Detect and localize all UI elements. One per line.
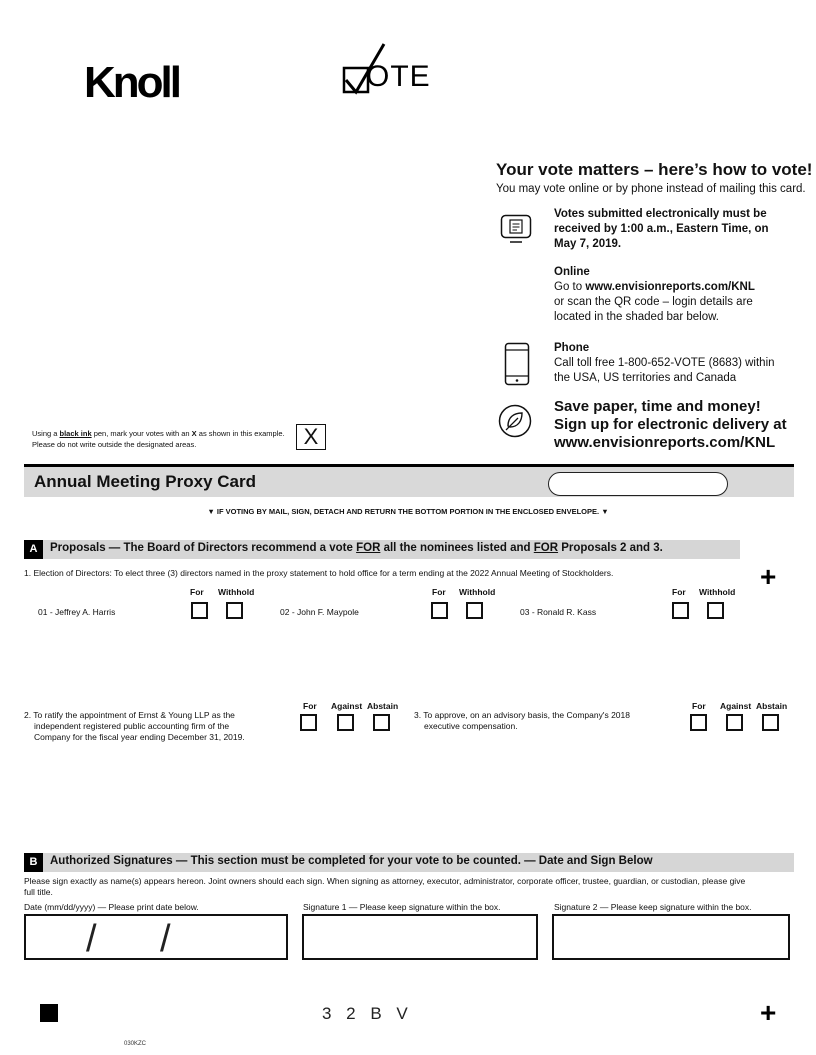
proposal-3-text: 3. To approve, on an advisory basis, the Company's 2018 executive compensation. <box>414 710 630 731</box>
online-url[interactable]: www.envisionreports.com/KNL <box>585 281 755 293</box>
signature-1-field[interactable] <box>302 914 538 960</box>
detach-notice: ▼ IF VOTING BY MAIL, SIGN, DETACH AND RETURN THE BOTTOM PORTION IN THE ENCLOSED ENVELOPE. ▼ <box>207 507 609 516</box>
nominee-3-withhold-checkbox[interactable] <box>707 602 724 619</box>
monitor-icon <box>500 214 532 244</box>
col-for: For <box>303 701 317 711</box>
nominee-2-for-checkbox[interactable] <box>431 602 448 619</box>
proposal-2-for-checkbox[interactable] <box>300 714 317 731</box>
date-separator: / <box>86 918 97 960</box>
proposal-3-against-checkbox[interactable] <box>726 714 743 731</box>
signature-1-label: Signature 1 — Please keep signature within the box. <box>303 902 501 912</box>
proxy-card-title: Annual Meeting Proxy Card <box>34 472 256 491</box>
plus-mark: + <box>760 561 777 592</box>
example-mark-box: X <box>296 424 326 450</box>
delivery-url[interactable]: www.envisionreports.com/KNL <box>554 434 776 451</box>
vote-logo-text: OTE <box>366 60 431 93</box>
proposal-1-text: 1. Election of Directors: To elect three (3) directors named in the proxy statement to hold office for a term ending at the 2022 Annual Meeting of Stockholders. <box>24 568 614 578</box>
col-for: For <box>432 587 446 597</box>
company-logo: Knoll <box>84 58 179 107</box>
section-a-title: Proposals — The Board of Directors recommend a vote FOR all the nominees listed and FOR Proposals 2 and 3. <box>50 542 663 554</box>
section-b-header <box>24 853 794 872</box>
col-withhold: Withhold <box>699 587 736 597</box>
how-to-vote-subtitle: You may vote online or by phone instead of mailing this card. <box>496 183 806 195</box>
col-for: For <box>190 587 204 597</box>
nominee-3-for-checkbox[interactable] <box>672 602 689 619</box>
phone-block: Phone Call toll free 1-800-652-VOTE (8683) within the USA, US territories and Canada <box>554 342 775 384</box>
section-a-header <box>24 540 740 559</box>
nominee-1-withhold-checkbox[interactable] <box>226 602 243 619</box>
section-letter: A <box>24 540 43 559</box>
col-withhold: Withhold <box>459 587 496 597</box>
nominee-1-for-checkbox[interactable] <box>191 602 208 619</box>
date-field[interactable] <box>24 914 288 960</box>
nominee-3: 03 - Ronald R. Kass <box>520 607 597 617</box>
proposal-3-for-checkbox[interactable] <box>690 714 707 731</box>
how-to-vote-title: Your vote matters – here’s how to vote! <box>496 160 813 179</box>
proposal-2-against-checkbox[interactable] <box>337 714 354 731</box>
control-number-field <box>548 472 728 496</box>
col-against: Against <box>720 701 752 711</box>
registration-mark <box>40 1004 58 1022</box>
signature-2-label: Signature 2 — Please keep signature within the box. <box>554 902 752 912</box>
col-abstain: Abstain <box>367 701 399 711</box>
col-for: For <box>672 587 686 597</box>
section-letter: B <box>24 853 43 872</box>
leaf-icon <box>498 404 532 438</box>
marking-instructions: Using a black ink pen, mark your votes with an X as shown in this example. Please do not write outside the designated areas. <box>32 429 285 449</box>
proposal-2-abstain-checkbox[interactable] <box>373 714 390 731</box>
col-withhold: Withhold <box>218 587 255 597</box>
deadline-text: Votes submitted electronically must be received by 1:00 a.m., Eastern Time, on May 7, 2019. <box>554 208 769 250</box>
form-id: 030KZC <box>124 1041 147 1047</box>
nominee-1: 01 - Jeffrey A. Harris <box>38 607 116 617</box>
online-block: Online Go to www.envisionreports.com/KNL or scan the QR code – login details are located in the shaded bar below. <box>554 266 755 323</box>
nominee-2: 02 - John F. Maypole <box>280 607 359 617</box>
proposal-3-abstain-checkbox[interactable] <box>762 714 779 731</box>
phone-icon <box>504 342 530 386</box>
section-b-title: Authorized Signatures — This section must be completed for your vote to be counted. — Date and Sign Below <box>50 855 653 867</box>
date-separator: / <box>160 918 171 960</box>
electronic-delivery-text: Save paper, time and money! Sign up for electronic delivery at www.envisionreports.com/KNL <box>554 398 787 451</box>
col-abstain: Abstain <box>756 701 788 711</box>
date-label: Date (mm/dd/yyyy) — Please print date below. <box>24 902 199 912</box>
proposal-2-text: 2. To ratify the appointment of Ernst & Young LLP as the independent registered public accounting firm of the Company for the fiscal year ending December 31, 2019. <box>24 710 245 742</box>
col-against: Against <box>331 701 363 711</box>
vote-logo <box>340 42 430 102</box>
signature-instructions: Please sign exactly as name(s) appears hereon. Joint owners should each sign. When signing as attorney, executor, administrator, corporate officer, trustee, guardian, or custodian, please give full title. <box>24 876 746 897</box>
signature-2-field[interactable] <box>552 914 790 960</box>
form-code: 3 2 B V <box>322 1004 413 1023</box>
plus-mark: + <box>760 997 777 1028</box>
col-for: For <box>692 701 706 711</box>
nominee-2-withhold-checkbox[interactable] <box>466 602 483 619</box>
